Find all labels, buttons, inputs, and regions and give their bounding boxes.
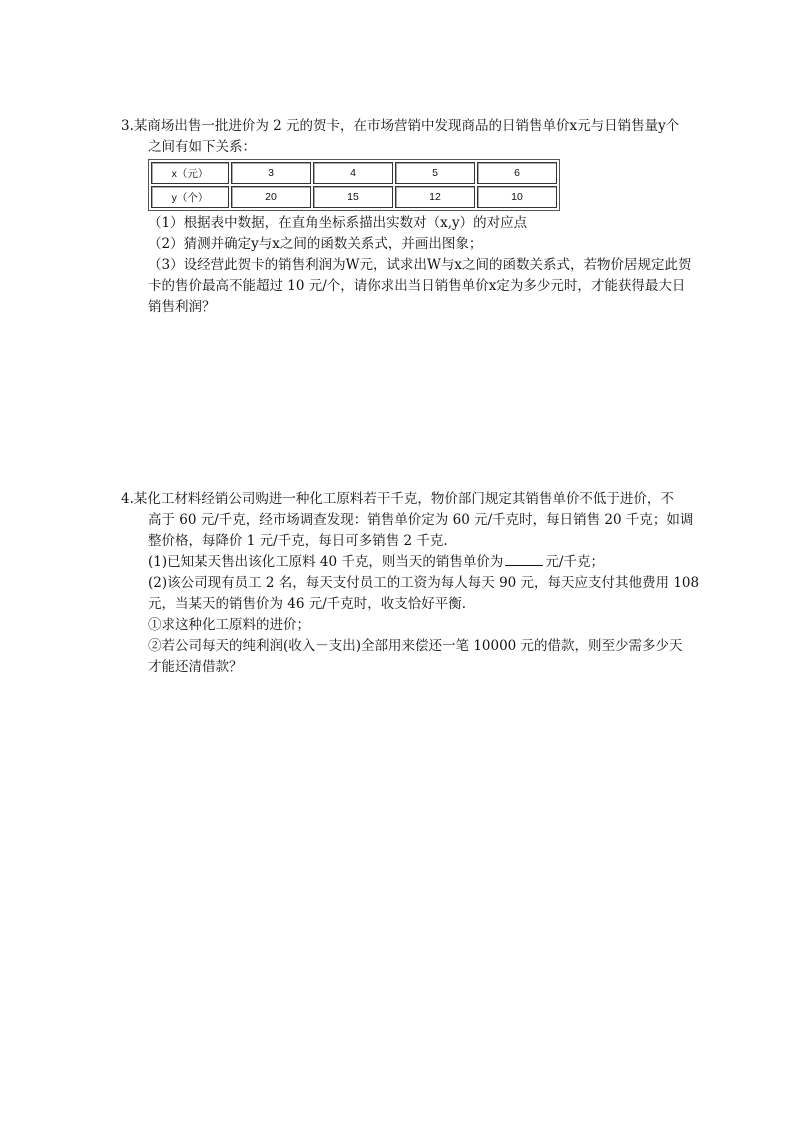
table-cell: 20 bbox=[231, 186, 311, 208]
table-cell: 10 bbox=[477, 186, 557, 208]
problem-3-stem-line-1: 3.某商场出售一批进价为 2 元的贺卡，在市场营销中发现商品的日销售单价x元与日销售量y个 bbox=[121, 118, 680, 134]
question-1-text-after: 元/千克； bbox=[545, 554, 604, 570]
problem-4-stem-line-2: 高于 60 元/千克，经市场调查发现：销售单价定为 60 元/千克时，每日销售 20 千克；如调 bbox=[148, 512, 694, 528]
problem-3-question-2: （2）猜测并确定y与x之间的函数关系式，并画出图象； bbox=[148, 236, 483, 252]
price-quantity-table bbox=[148, 159, 560, 211]
problem-4-sub-question-1: ①求这种化工原料的进价； bbox=[148, 617, 310, 633]
problem-4-sub-question-2-line-1: ②若公司每天的纯利润(收入－支出)全部用来偿还一笔 10000 元的借款，则至少需多少天 bbox=[148, 638, 683, 654]
problem-3 bbox=[121, 116, 706, 318]
problem-4-question-1 bbox=[121, 552, 706, 573]
problem-3-stem-line-2: 之间有如下关系： bbox=[148, 139, 256, 155]
answer-blank bbox=[505, 552, 543, 566]
table-cell: 15 bbox=[313, 186, 393, 208]
table-row-y bbox=[151, 186, 557, 208]
table-cell: 5 bbox=[395, 162, 475, 184]
problem-4-stem-line-3: 整价格，每降价 1 元/千克，每日可多销售 2 千克. bbox=[148, 533, 448, 549]
problem-4-question-2-line-2: 元，当某天的销售价为 46 元/千克时，收支恰好平衡. bbox=[148, 596, 467, 612]
problem-4-sub-question-2-line-2: 才能还清借款？ bbox=[148, 659, 243, 675]
problem-3-question-1: （1）根据表中数据，在直角坐标系描出实数对（x,y）的对应点 bbox=[148, 215, 528, 231]
table-cell: x（元） bbox=[151, 162, 229, 184]
problem-4-question-2-line-1: (2)该公司现有员工 2 名，每天支付员工的工资为每人每天 90 元，每天应支付其他费用 108 bbox=[148, 575, 700, 591]
table-cell: 6 bbox=[477, 162, 557, 184]
problem-3-question-3-line-1: （3）设经营此贺卡的销售利润为W元，试求出W与x之间的函数关系式，若物价居规定此贺 bbox=[148, 257, 692, 273]
table-row-x bbox=[151, 162, 557, 184]
table-cell: y（个） bbox=[151, 186, 229, 208]
question-1-text-before: (1)已知某天售出该化工原料 40 千克，则当天的销售单价为 bbox=[148, 554, 504, 570]
table-cell: 12 bbox=[395, 186, 475, 208]
problem-4 bbox=[121, 489, 706, 678]
problem-4-stem-line-1: 4.某化工材料经销公司购进一种化工原料若干千克，物价部门规定其销售单价不低于进价，不 bbox=[121, 491, 674, 507]
problem-3-question-3-line-2: 卡的售价最高不能超过 10 元/个，请你求出当日销售单价x定为多少元时，才能获得最大日 bbox=[148, 278, 686, 294]
table-cell: 4 bbox=[313, 162, 393, 184]
problem-3-question-3-line-3: 销售利润？ bbox=[148, 299, 216, 315]
table-cell: 3 bbox=[231, 162, 311, 184]
